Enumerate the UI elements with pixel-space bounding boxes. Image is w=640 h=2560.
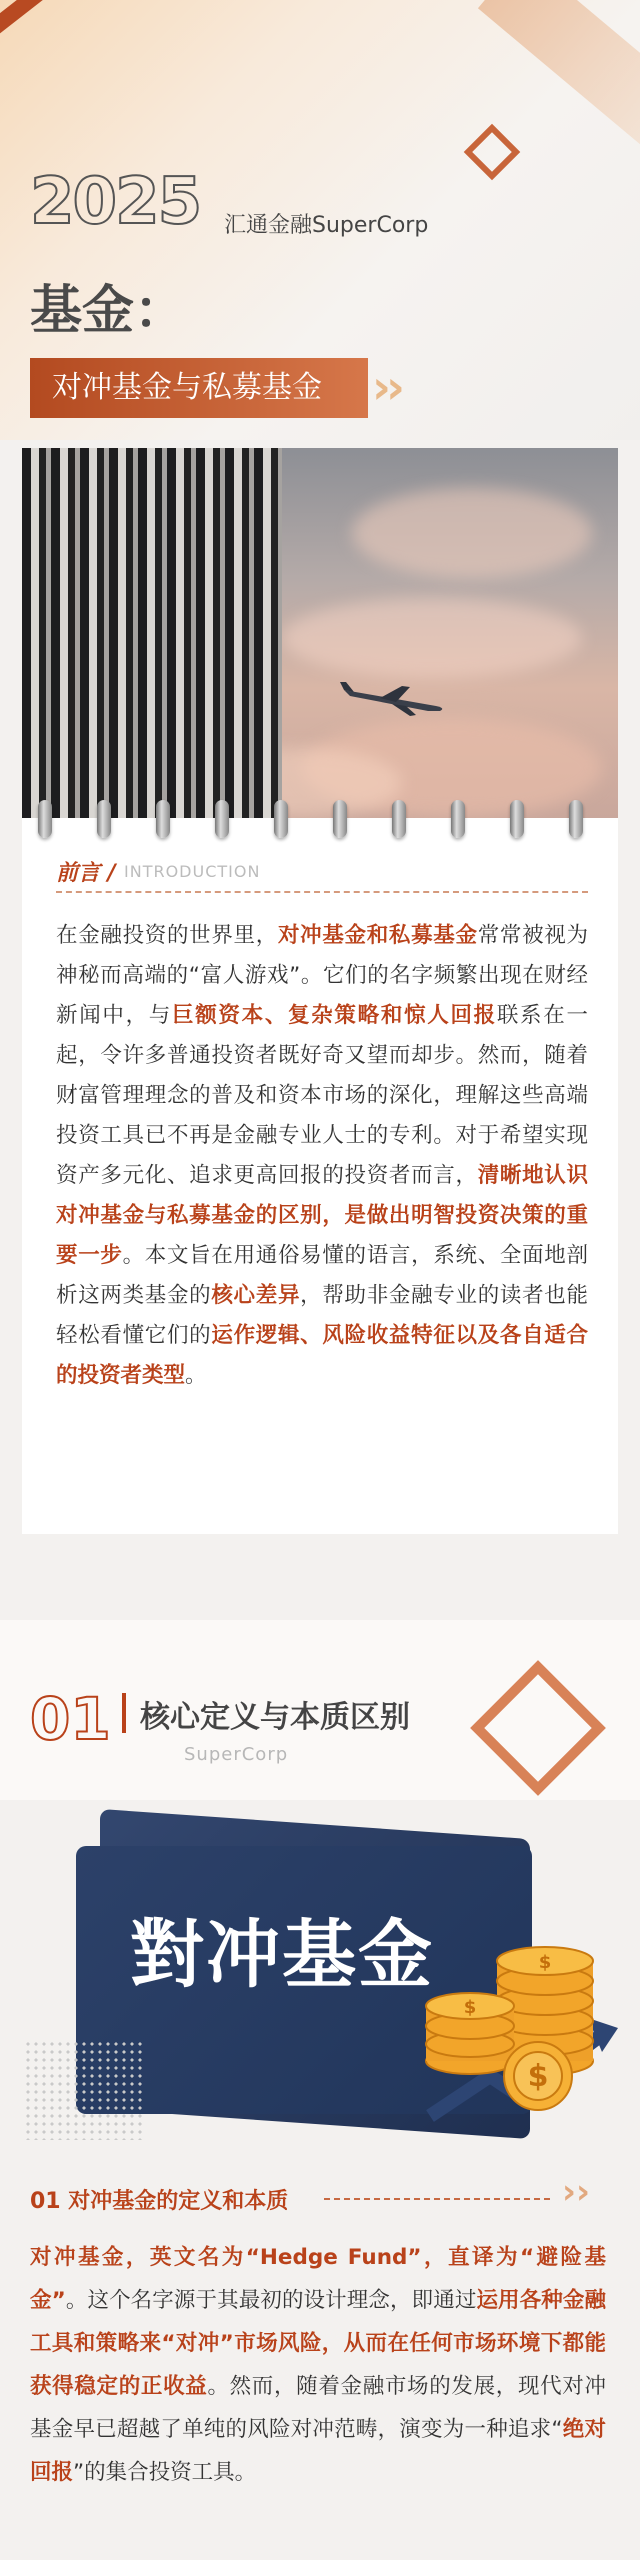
section-title: 核心定义与本质区别: [140, 1700, 410, 1735]
page-subtitle: 对冲基金与私募基金: [30, 358, 368, 418]
binder-ring: [510, 800, 524, 838]
paragraph-text: 在金融投资的世界里，: [56, 923, 278, 948]
binder-ring: [38, 800, 52, 838]
highlight-text: 清晰地认识对冲基金与私募基金的区别，是做出明智投资决策的重要一步: [56, 1163, 588, 1268]
intro-heading-en: INTRODUCTION: [124, 862, 261, 881]
dot-pattern: [24, 2040, 144, 2140]
chevron-right-icon: ›: [386, 360, 405, 414]
intro-paragraph: [56, 916, 588, 1396]
paragraph-text: 常常被视为神秘而高端的“富人游戏”。它们的名字频繁出现在财经新闻中，与: [56, 923, 588, 1028]
binder-rings: [22, 800, 618, 844]
intro-heading: 前言 /: [56, 861, 116, 886]
binder-ring: [156, 800, 170, 838]
page-title: 基金：: [30, 281, 187, 341]
highlight-text: 对冲基金，英文名为“Hedge Fund”，直译为“避险基金”: [30, 2245, 606, 2313]
paragraph-text: 。: [185, 1363, 207, 1388]
chevron-right-icon: ››: [562, 2172, 591, 2212]
year-label: 2025: [30, 165, 201, 239]
svg-text:$: $: [463, 1997, 477, 2018]
paragraph-text: 。这个名字源于其最初的设计理念，即通过: [65, 2288, 477, 2313]
paragraph-text: ，帮助非金融专业的读者也能轻松看懂它们的: [56, 1283, 588, 1348]
binder-ring: [97, 800, 111, 838]
highlight-text: 巨额资本、复杂策略和惊人回报: [172, 1003, 497, 1028]
section-subtitle: SuperCorp: [184, 1744, 289, 1765]
paragraph-text: 联系在一起，令许多普通投资者既好奇又望而却步。然而，随着财富管理理念的普及和资本市场的深化，理解这些高端投资工具已不再是金融专业人士的专利。对于希望实现资产多元化、追求更高回报的投资者而言，: [56, 1003, 588, 1188]
highlight-text: 核心差异: [211, 1283, 301, 1308]
highlight-text: 对冲基金和私募基金: [277, 923, 478, 948]
divider: [56, 891, 588, 893]
binder-ring: [274, 800, 288, 838]
binder-ring: [569, 800, 583, 838]
divider: [324, 2198, 550, 2200]
section-divider: [122, 1693, 126, 1733]
paragraph-text: ”的集合投资工具。: [73, 2460, 257, 2485]
chevron-right-icon: ›: [372, 360, 391, 414]
skyscraper-image: [22, 448, 282, 818]
binder-ring: [392, 800, 406, 838]
hero-photo: [22, 448, 618, 818]
coins-icon: [410, 1946, 620, 2126]
paragraph-text: 。然而，随着金融市场的发展，现代对冲基金早已超越了单纯的风险对冲范畴，演变为一种追求“: [30, 2374, 606, 2442]
binder-ring: [333, 800, 347, 838]
binder-ring: [215, 800, 229, 838]
highlight-text: 运用各种金融工具和策略来“对冲”市场风险，从而在任何市场环境下都能获得稳定的正收益: [30, 2288, 606, 2399]
binder-ring: [451, 800, 465, 838]
highlight-text: 运作逻辑、风险收益特征以及各自适合的投资者类型: [56, 1323, 588, 1388]
airplane-icon: [340, 680, 450, 720]
svg-text:$: $: [527, 2059, 549, 2094]
paragraph-text: 。本文旨在用通俗易懂的语言，系统、全面地剖析这两类基金的: [56, 1243, 588, 1308]
svg-text:$: $: [538, 1952, 552, 1973]
highlight-text: 绝对回报: [30, 2417, 606, 2485]
brand-name: 汇通金融SuperCorp: [224, 213, 429, 238]
intro-card: [22, 818, 618, 1534]
banner-title: 對冲基金: [130, 1912, 434, 1998]
section-number: 01: [30, 1685, 111, 1753]
section-paragraph: [30, 2236, 606, 2494]
subsection-heading: 01 对冲基金的定义和本质: [30, 2189, 289, 2214]
